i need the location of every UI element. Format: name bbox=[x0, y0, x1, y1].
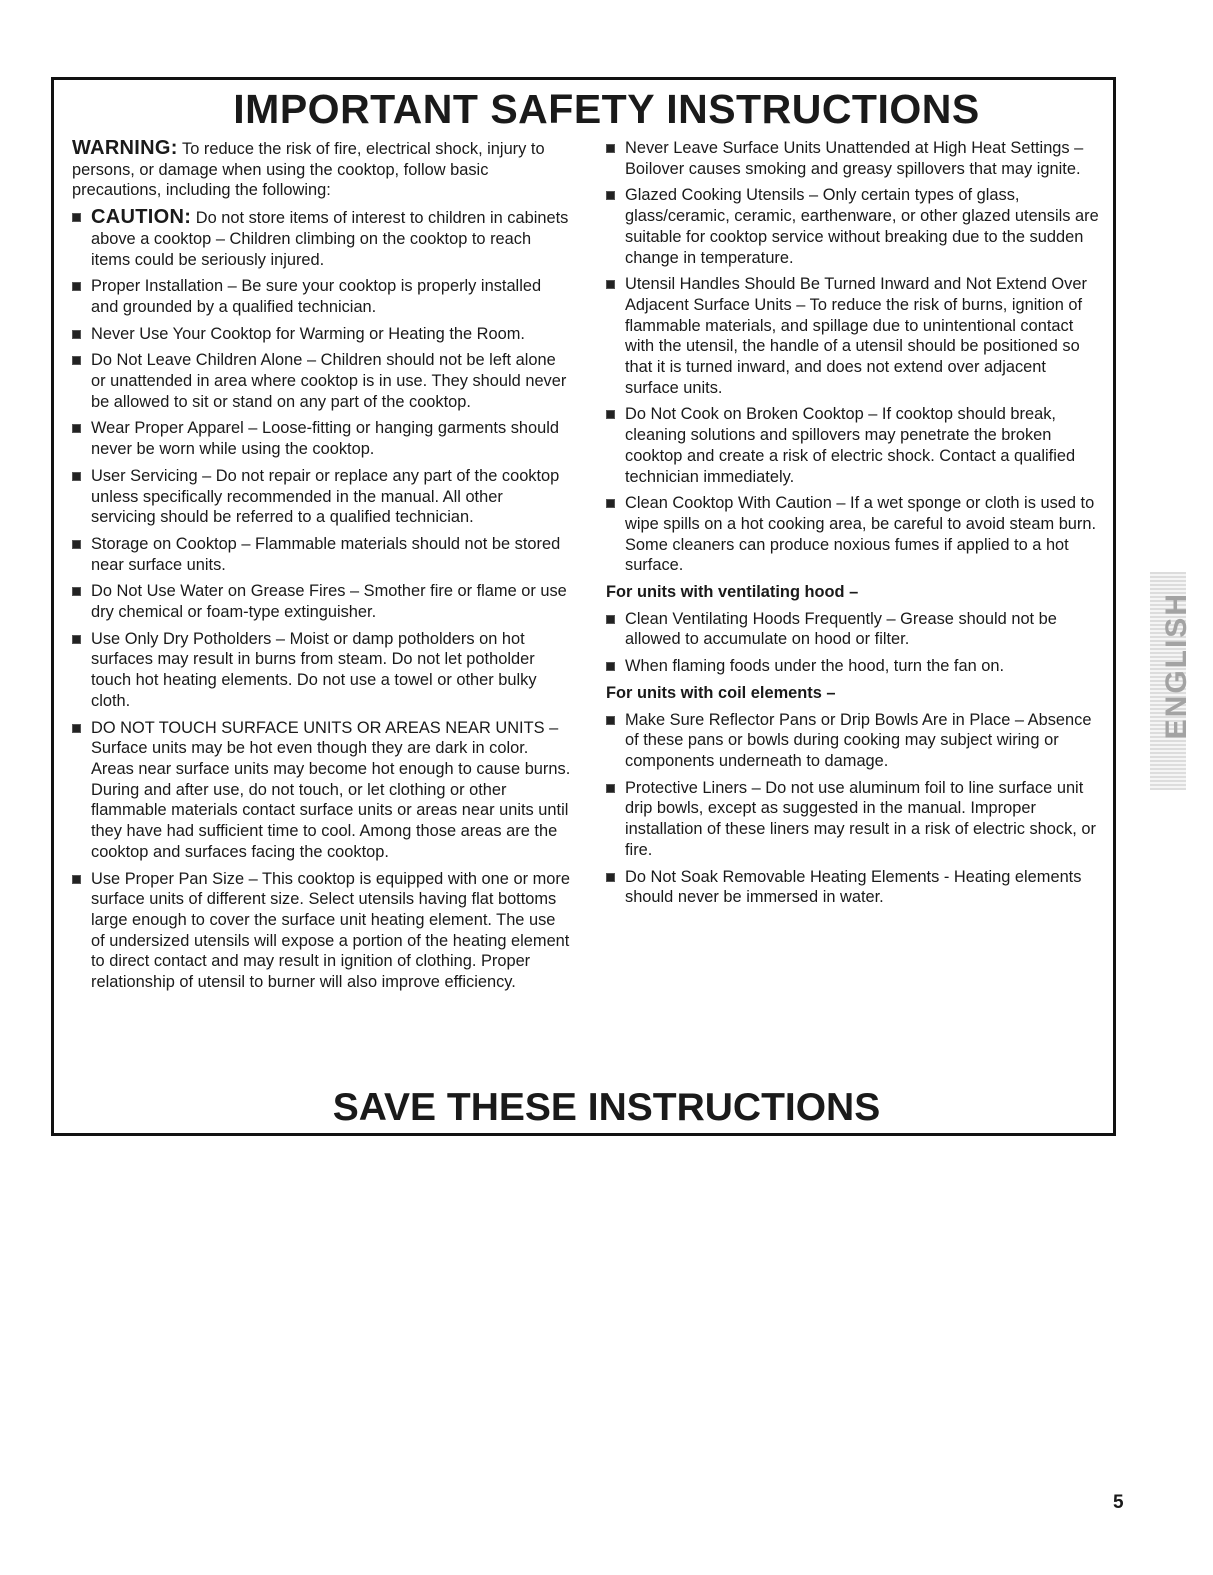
list-item-text: Do Not Soak Removable Heating Elements - Heating elements should never be immersed in water. bbox=[625, 867, 1082, 907]
list-item bbox=[606, 867, 1100, 908]
square-bullet-icon bbox=[72, 724, 81, 733]
list-item-text: When flaming foods under the hood, turn the fan on. bbox=[625, 657, 1005, 676]
coil-list bbox=[606, 710, 1100, 908]
square-bullet-icon bbox=[72, 330, 81, 339]
list-item-text: Wear Proper Apparel – Loose-fitting or hanging garments should never be worn while using the cooktop. bbox=[91, 419, 560, 459]
list-item bbox=[606, 493, 1100, 576]
list-item-text: Utensil Handles Should Be Turned Inward and Not Extend Over Adjacent Surface Units – To reduce the risk of burns, ignition of flammable materials, and spillage due to unintentional contact with the utensil, the handle of a utensil should be positioned so that it is turned inward, and does not extend over adjacent surface units. bbox=[625, 275, 1087, 397]
square-bullet-icon bbox=[606, 784, 615, 793]
list-item bbox=[72, 350, 572, 412]
left-column bbox=[72, 138, 572, 999]
list-item-text: Use Proper Pan Size – This cooktop is equipped with one or more surface units of different size. Select utensils having flat bottoms large enough to cover the surface unit heating element. The use of undersized utensils will expose a portion of the heating element to direct contact and may result in ignition of clothing. Proper relationship of utensil to burner will also improve efficiency. bbox=[91, 869, 570, 992]
list-item bbox=[72, 418, 572, 459]
warning-text: To reduce the risk of fire, electrical shock, injury to persons, or damage when using the cooktop, follow basic precautions, including the following: bbox=[72, 140, 545, 200]
list-item bbox=[606, 656, 1100, 677]
list-item-text: Storage on Cooktop – Flammable materials should not be stored near surface units. bbox=[91, 534, 561, 574]
list-item bbox=[72, 718, 572, 863]
warning-paragraph bbox=[72, 138, 572, 201]
square-bullet-icon bbox=[72, 282, 81, 291]
list-item-text: DO NOT TOUCH SURFACE UNITS OR AREAS NEAR UNITS – Surface units may be hot even though they are dark in color. Areas near surface units may become hot enough to cause burns. During and after use, do not touch, or let clothing or other flammable materials contact surface units or areas near units until they have had sufficient time to cool. Among those areas are the cooktop and surfaces facing the cooktop. bbox=[91, 718, 571, 861]
square-bullet-icon bbox=[72, 635, 81, 644]
list-item bbox=[72, 629, 572, 712]
list-item bbox=[606, 710, 1100, 772]
caution-text: Do not store items of interest to children in cabinets above a cooktop – Children climbing on the cooktop to reach items could be seriously injured. bbox=[91, 209, 569, 269]
list-item-text: Do Not Use Water on Grease Fires – Smother fire or flame or use dry chemical or foam-type extinguisher. bbox=[91, 582, 567, 622]
right-column bbox=[606, 138, 1100, 914]
list-item bbox=[72, 324, 572, 345]
ventilating-heading: For units with ventilating hood – bbox=[606, 583, 859, 602]
list-item bbox=[72, 276, 572, 317]
square-bullet-icon bbox=[606, 662, 615, 671]
list-item bbox=[72, 466, 572, 528]
list-item-text: Protective Liners – Do not use aluminum foil to line surface unit drip bowls, except as suggested in the manual. Improper installation of these liners may result in a risk of electric shock, or fire. bbox=[625, 778, 1096, 859]
list-item bbox=[72, 869, 572, 993]
save-instructions-title: SAVE THESE INSTRUCTIONS bbox=[332, 1086, 881, 1129]
square-bullet-icon bbox=[72, 875, 81, 884]
square-bullet-icon bbox=[606, 873, 615, 882]
page-title: IMPORTANT SAFETY INSTRUCTIONS bbox=[233, 86, 980, 132]
page-number: 5 bbox=[1113, 1492, 1124, 1513]
list-item-text: Never Use Your Cooktop for Warming or Heating the Room. bbox=[91, 324, 525, 343]
list-item bbox=[606, 404, 1100, 487]
list-item-text: Do Not Leave Children Alone – Children should not be left alone or unattended in area where cooktop is in use. They should never be allowed to sit or stand on any part of the cooktop. bbox=[91, 351, 567, 411]
list-item-text: Clean Ventilating Hoods Frequently – Grease should not be allowed to accumulate on hood or filter. bbox=[625, 609, 1057, 649]
list-item bbox=[72, 581, 572, 622]
caution-label: CAUTION: bbox=[91, 206, 192, 229]
ventilating-list bbox=[606, 609, 1100, 677]
list-item-text: Do Not Cook on Broken Cooktop – If cooktop should break, cleaning solutions and spillovers may penetrate the broken cooktop and create a risk of electric shock. Contact a qualified technician immediately. bbox=[625, 405, 1076, 486]
coil-heading: For units with coil elements – bbox=[606, 683, 836, 702]
square-bullet-icon bbox=[72, 356, 81, 365]
list-item-text: Glazed Cooking Utensils – Only certain types of glass, glass/ceramic, ceramic, earthenware, or other glazed utensils are suitable for cooktop service without breaking due to the sudden change in temperature. bbox=[625, 186, 1099, 267]
square-bullet-icon bbox=[606, 280, 615, 289]
square-bullet-icon bbox=[72, 213, 81, 222]
square-bullet-icon bbox=[72, 540, 81, 549]
side-tab-label: ENGLISH bbox=[1160, 592, 1193, 740]
list-item bbox=[606, 778, 1100, 861]
square-bullet-icon bbox=[606, 499, 615, 508]
list-item-caution bbox=[72, 207, 572, 270]
list-item-text: Make Sure Reflector Pans or Drip Bowls Are in Place – Absence of these pans or bowls during cooking may subject wiring or components underneath to damage. bbox=[625, 710, 1092, 770]
square-bullet-icon bbox=[72, 472, 81, 481]
square-bullet-icon bbox=[606, 191, 615, 200]
left-list bbox=[72, 207, 572, 993]
square-bullet-icon bbox=[72, 587, 81, 596]
square-bullet-icon bbox=[606, 410, 615, 419]
list-item-text: Use Only Dry Potholders – Moist or damp potholders on hot surfaces may result in burns from steam. Do not let potholder touch hot heating elements. Do not use a towel or other bulky cloth. bbox=[91, 629, 537, 710]
warning-label: WARNING: bbox=[72, 137, 178, 159]
list-item bbox=[606, 185, 1100, 268]
square-bullet-icon bbox=[606, 716, 615, 725]
list-item-text: User Servicing – Do not repair or replace any part of the cooktop unless specifically recommended in the manual. All other servicing should be referred to a qualified technician. bbox=[91, 466, 560, 527]
list-item-text: Clean Cooktop With Caution – If a wet sponge or cloth is used to wipe spills on a hot cooking area, be careful to avoid steam burn. Some cleaners can produce noxious fumes if applied to a hot surface. bbox=[625, 494, 1097, 575]
square-bullet-icon bbox=[606, 615, 615, 624]
list-item-text: Never Leave Surface Units Unattended at High Heat Settings – Boilover causes smoking and greasy spillovers that may ignite. bbox=[625, 139, 1084, 178]
right-list bbox=[606, 138, 1100, 576]
square-bullet-icon bbox=[72, 424, 81, 433]
list-item-text: Proper Installation – Be sure your cooktop is properly installed and grounded by a qualified technician. bbox=[91, 277, 542, 316]
list-item bbox=[606, 609, 1100, 650]
language-side-tab bbox=[1150, 572, 1193, 790]
list-item bbox=[606, 274, 1100, 398]
list-item bbox=[72, 534, 572, 575]
list-item bbox=[606, 138, 1100, 179]
square-bullet-icon bbox=[606, 144, 615, 153]
